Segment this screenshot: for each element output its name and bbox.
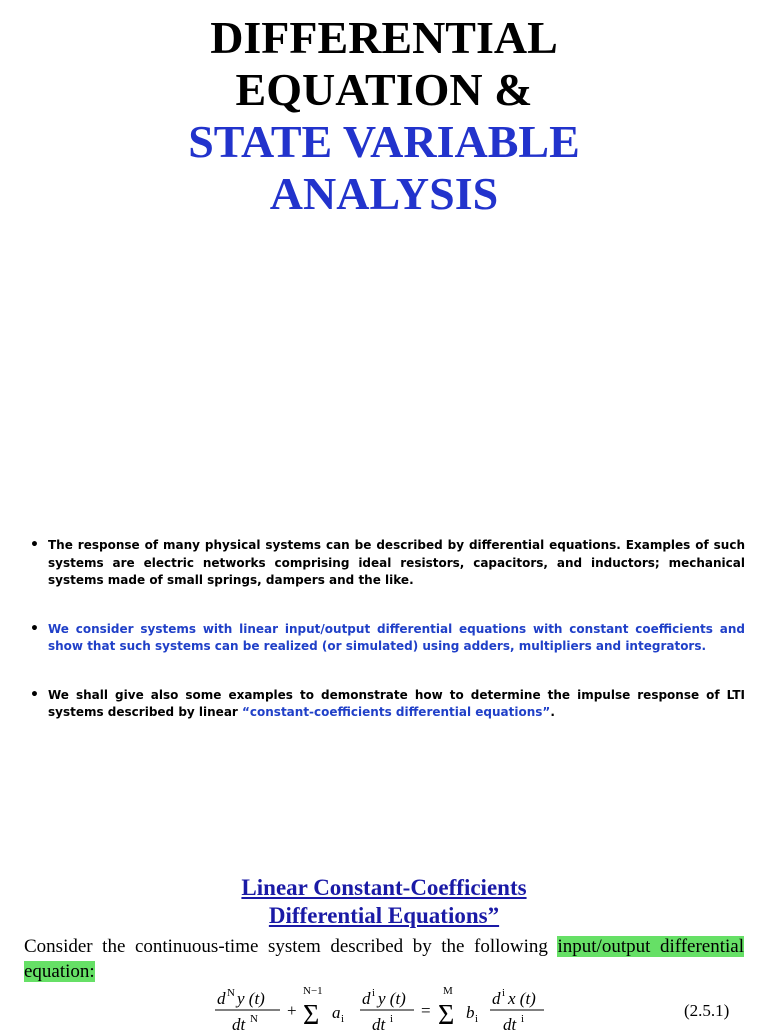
bullet-marker: • — [30, 620, 39, 637]
eq-mid-den-sup: i — [390, 1013, 394, 1025]
bullet-marker: • — [30, 537, 39, 553]
eq-lhs-den-sup: N — [250, 1013, 258, 1025]
eq-coef-b-sub: i — [475, 1013, 479, 1025]
bullet-text-3-end: . — [550, 705, 555, 719]
bullet-item-3 — [30, 687, 745, 722]
eq-rhs-d: d — [492, 989, 501, 1008]
bullet-item-1 — [30, 537, 745, 590]
eq-rhs-den-sup: i — [521, 1013, 525, 1025]
eq-lhs-sup: N — [227, 987, 235, 999]
title-line-1: DIFFERENTIAL — [210, 12, 558, 63]
bullet-text-3: We shall give also some examples to demonstrate how to determine the impulse response of LTI systems described by linear — [48, 687, 745, 719]
eq-mid-den: dt — [372, 1015, 386, 1032]
bullet-item-2 — [30, 621, 745, 656]
section-heading-line-2: Differential Equations” — [268, 903, 500, 928]
section-heading — [0, 874, 768, 930]
bullet-text-1: The response of many physical systems can be described by differential equations. Examples of such systems are electric networks comprising ideal resistors, capacitors, and inductors; mechanical systems made of small springs, dampers and the like. — [48, 538, 745, 587]
eq-rhs-den: dt — [503, 1015, 517, 1032]
eq-lhs-func: y (t) — [237, 989, 265, 1008]
intro-paragraph — [24, 934, 744, 984]
eq-mid-sup: i — [372, 987, 376, 999]
bullet-text-3-emphasis: “constant-coefficients differential equations” — [242, 705, 551, 719]
eq-lhs-den: dt — [232, 1015, 246, 1032]
eq-rhs-sup: i — [502, 987, 506, 999]
eq-number: (2.5.1) — [684, 1001, 730, 1020]
differential-equation — [0, 984, 768, 1032]
bullet-list — [30, 537, 745, 722]
eq-sum2-symbol: Σ — [438, 1000, 455, 1031]
eq-lhs-d: d — [217, 989, 226, 1008]
title-line-4: ANALYSIS — [269, 168, 499, 219]
eq-sum1-symbol: Σ — [303, 1000, 320, 1031]
eq-coef-a-sub: i — [341, 1013, 345, 1025]
eq-plus: + — [287, 1001, 297, 1020]
bullet-text-2: We consider systems with linear input/output differential equations with constant coefficients and show that such systems can be realized (or simulated) using adders, multipliers and integrators. — [48, 621, 745, 653]
eq-mid-d: d — [362, 989, 371, 1008]
eq-coef-b: b — [466, 1003, 475, 1022]
eq-equals: = — [421, 1001, 431, 1020]
paragraph-highlight: input/output differential equation: — [24, 936, 744, 982]
title-line-2: EQUATION & — [235, 64, 533, 115]
equation-graphic — [0, 984, 768, 1032]
paragraph-text: Consider the continuous-time system described by the following — [24, 936, 558, 957]
title-line-3: STATE VARIABLE — [188, 116, 580, 167]
bullet-marker: • — [30, 686, 39, 703]
eq-mid-func: y (t) — [378, 989, 406, 1008]
eq-sum2-upper: M — [443, 985, 453, 997]
eq-coef-a: a — [332, 1003, 341, 1022]
eq-rhs-func: x (t) — [508, 989, 536, 1008]
section-heading-line-1: Linear Constant-Coefficients — [241, 875, 527, 900]
eq-sum1-upper: N−1 — [303, 985, 323, 997]
page-title — [0, 12, 768, 220]
